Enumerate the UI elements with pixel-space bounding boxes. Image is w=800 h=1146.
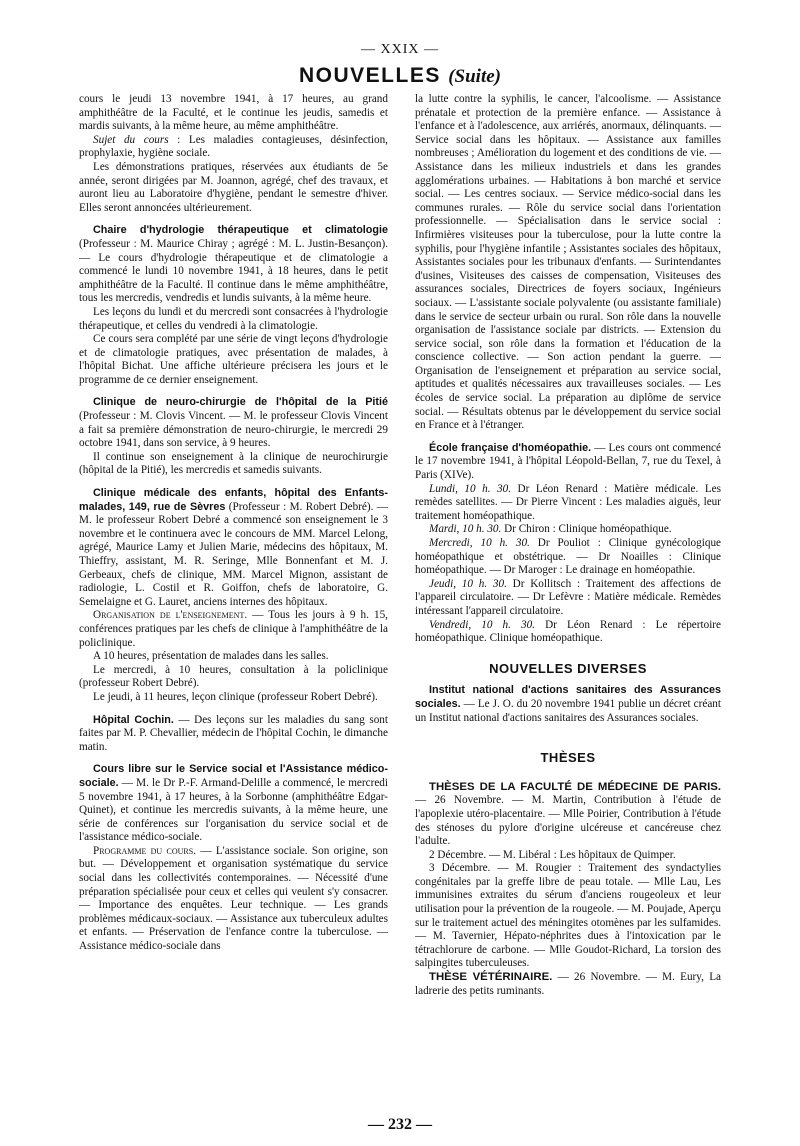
teaching-organisation [79,609,388,650]
page-title [0,64,800,88]
hydrology-item [79,224,388,306]
institut-heading: Institut national d'actions sanitaires des Assurances sociales. [415,684,721,710]
schedule-text: Dr Pouliot : Clinique gynécologique homéopathique et obstétrique. — Dr Noailles : Clinique homéopathique. — Dr Maroger : Le drainage en homéopathie. [415,537,721,577]
social-service-heading: Cours libre sur le Service social et l'Assistance médico-sociale. [79,763,388,789]
theses-dec-2: 2 Décembre. — M. Libéral : Les hôpitaux de Quimper. [429,848,676,861]
title-suffix: (Suite) [448,66,501,87]
homeopathy-body: — Les cours ont commencé le 17 novembre 1941, à l'hôpital Léopold-Bellan, 7, rue du Texel, à Paris (XIVe). [415,441,721,482]
neurosurgery-body: (Professeur : M. Clovis Vincent. — M. le professeur Clovis Vincent a fait sa première démonstration de neuro-chirurgie, le mercredi 29 octobre 1941, dans son service, à 9 heures. [79,410,388,450]
programme-continuation: la lutte contre la syphilis, le cancer, l'alcoolisme. — Assistance prénatale et protection de la première enfance. — Assistance à l'enfance et à l'adolescence, aux arriérés, anormaux, délinquants. — Service social dans les hôpitaux. — Assistance aux familles nombreuses ; Amélioration du logement et des conditions de vie. — Assistance dans les milieux industriels et dans les grandes agglomérations urbaines. — Habitations à bon marché et service social. — Les centres sociaux. — Service médico-social dans les communes rurales. — Rôle du service social dans l'orientation professionnelle. — Spécialisation dans le service social : Infirmières visiteuses pour la tuberculose, pour la lutte contre la syphilis, pour l'hygiène infantile ; Assistantes sociales des hôpitaux, Assistantes sociales pour les tribunaux d'enfants. — Surintendantes d'usines, Visiteuses des caisses de compensation, Visiteuses des assurances sociales, Directrices de foyers sociaux, Ingénieurs sociaux. — L'assistante sociale polyvalente (ou assistante familiale) dans le service de secteur urbain ou rural. Son rôle dans la nouvelle organisation de l'assistance sociale par districts. — Extension du service social, son rôle dans la formation et l'éducation de la conscience collective. — Son action pendant la guerre. — Organisation de l'enseignement et préparation au service social, aptitudes et qualités nécessaires aux travailleuses sociales. — Les écoles de service social. La préparation au diplôme de service social. — Résultats obtenus par le développement du service social en France et à l'étranger. [415,93,721,432]
hydrology-para-3: Ce cours sera complété par une série de vingt leçons d'hydrologie et de climatologie pratiques, avec présentation de malades, à l'hôpital Bichat. Une affiche ultérieure précisera les jours et le programme de ce dernier enseignement. [79,333,388,386]
teaching-para-3: Le mercredi, à 10 heures, consultation à la policlinique (professeur Robert Debré). [79,663,388,690]
neurosurgery-item [79,396,388,450]
teaching-organisation-label: Organisation de l'enseignement. [93,609,248,622]
homeopathy-item [415,442,721,483]
schedule-thursday [415,578,721,619]
neurosurgery-para-2: Il continue son enseignement à la clinique de neurochirurgie (hôpital de la Pitié), les mercredis et samedis suivants. [79,450,388,477]
page-number: — 232 — [368,1116,432,1133]
cochin-heading: Hôpital Cochin. [93,713,174,726]
theses-heading: THÈSES [540,750,596,766]
faculty-theses-body: — 26 Novembre. — M. Martin, Contribution à l'étude de l'apoplexie utéro-placentaire. — Mlle Poirier, Contribution à l'étude des sténoses du pylore d'origine ulcéreuse et cancéreuse chez l'adulte. [415,794,721,848]
course-programme-label: Programme du cours. [93,844,197,857]
schedule-text: Dr Chiron : Clinique homéopathique. [501,523,672,536]
teaching-organisation-body: — Tous les jours à 9 h. 15, conférences pratiques par les chefs de clinique à l'amphithéâtre de la policlinique. [79,609,388,649]
schedule-day: Vendredi, 10 h. 30. [429,618,535,631]
cochin-item [79,714,388,755]
cochin-body: — Des leçons sur les maladies du sang sont faites par M. P. Chevallier, médecin de l'hôpital Cochin, le dimanche matin. [79,713,388,753]
theses-dec-3: 3 Décembre. — M. Rougier : Traitement des syndactylies congénitales par la greffe libre de peau totale. — Mlle Lau, Les immunisines extraites du sérum d'anciens rougeoleux et leur utilisation pour la prévention de la rougeole. — M. Poujade, Aperçu sur le traitement actuel des méningites otomènes par les sulfamides. — M. Tavernier, Hépato-néphrites dues à l'intoxication par le tétrachlorure de carbone. — Mlle Goudot-Richard, La torsion des salpingites tuberculeuses. [415,862,721,970]
faculty-theses [415,781,721,849]
diverses-heading: NOUVELLES DIVERSES [489,660,647,676]
schedule-wednesday [415,537,721,578]
course-subject-label: Sujet du cours [93,133,169,146]
schedule-day: Mercredi, 10 h. 30. [429,537,530,549]
schedule-day: Jeudi, 10 h. 30. [429,577,507,590]
teaching-para-2: A 10 heures, présentation de malades dans les salles. [93,650,329,663]
course-subject [79,134,388,161]
social-service-body: — M. le Dr P.-F. Armand-Delille a commencé, le mercredi 5 novembre 1941, à 17 heures, à la Sorbonne (amphithéâtre Edgar-Quinet), et continue les mercredis suivants, à la même heure, une série de conférences sur l'organisation du service social et de l'assistance médico-sociale. [79,776,388,844]
schedule-friday [415,619,721,646]
schedule-text: Dr Léon Renard : Matière médicale. Les remèdes satellites. — Dr Pierre Vincent : Les maladies aiguës, leur traitement homéopathique. [415,482,721,522]
course-programme-body: — L'assistance sociale. Son origine, son but. — Développement et organisation systématique du service social dans les collectivités contemporaines. — Nécessité d'une préparation spécialisée pour ceux et celles qui veulent s'y consacrer. — Importance des enquêtes. Leur technique. — Les grands problèmes médicaux-sociaux. — Assistance aux tuberculeux adultes et enfants. — Préservation de l'enfance contre la tuberculose. — Assistance médico-sociale dans [79,844,388,953]
faculty-theses-heading: THÈSES DE LA FACULTÉ DE MÉDECINE DE PARIS. [429,780,721,793]
schedule-day: Mardi, 10 h. 30. [429,523,502,536]
veterinary-heading: THÈSE VÉTÉRINAIRE. [429,971,553,984]
social-service-item [79,763,388,845]
veterinary-body: — 26 Novembre. — M. Eury, La ladrerie des petits ruminants. [415,971,721,997]
children-clinic-heading: Clinique médicale des enfants, hôpital des Enfants-malades, 149, rue de Sèvres [79,487,388,513]
homeopathy-heading: École française d'homéopathie. [429,441,592,454]
veterinary-thesis [415,971,721,998]
course-subject-text: : Les maladies contagieuses, désinfection, prophylaxie, hygiène sociale. [79,133,388,160]
schedule-monday [415,483,721,524]
schedule-text: Dr Kollitsch : Traitement des affections de l'appareil circulatoire. — Dr Lefèvre : Matière médicale. Remèdes intéressant l'appareil circulatoire. [415,577,721,617]
children-clinic-item [79,487,388,609]
course-programme [79,845,388,954]
hydrology-para-2: Les leçons du lundi et du mercredi sont consacrées à l'hydrologie thérapeutique, et celles du vendredi à la climatologie. [79,305,388,332]
right-column [415,93,721,1088]
institut-item [415,684,721,725]
hydrology-body: (Professeur : M. Maurice Chiray ; agrégé : M. L. Justin-Besançon). — Le cours d'hydrologie thérapeutique et de climatologie a commencé le lundi 10 novembre 1941, à 18 heures, dans le petit amphithéâtre de la Faculté. Il continue dans le même amphithéâtre, tous les mercredis, vendredis et lundis suivants, à la même heure. [79,237,388,305]
left-column [79,93,388,1088]
course-demonstrations: Les démonstrations pratiques, réservées aux étudiants de 5e année, seront dirigées par M. Joannon, agrégé, chef des travaux, et auront lieu au Laboratoire d'hygiène, pendant le semestre d'hiver. Elles seront annoncées ultérieurement. [79,160,388,214]
folio-roman: — XXIX — [361,42,439,57]
schedule-text: Dr Léon Renard : Le répertoire homéopathique. Clinique homéopathique. [415,618,721,645]
children-clinic-body: (Professeur : M. Robert Debré). — M. le professeur Robert Debré a commencé son enseignement le 3 novembre et le continuera avec le concours de MM. Marcel Lelong, agrégé, Maurice Lamy et Julien Marie, médecins des hôpitaux, M. Thieffry, assistant, M. R. Seringe, Mlle Bonnenfant et M. J. Gerbeaux, chefs de clinique, MM. Marcel Mignon, assistant de radiologie, L. Costil et R. Goiffon, chefs de laboratoire, G. Semelaigne et G. Lauret, anciens internes des hôpitaux. [79,500,388,608]
institut-body: — Le J. O. du 20 novembre 1941 publie un décret créant un Institut national d'actions sanitaires des Assurances sociales. [415,697,721,724]
title-text: NOUVELLES [299,64,441,87]
neurosurgery-heading: Clinique de neuro-chirurgie de l'hôpital de la Pitié [93,396,388,409]
schedule-day: Lundi, 10 h. 30. [429,482,512,495]
course-continuation: cours le jeudi 13 novembre 1941, à 17 heures, au grand amphithéâtre de la Faculté, et le continue les jeudis, samedis et mardis suivants, à la même heure, au même amphithéâtre. [79,93,388,133]
hydrology-heading: Chaire d'hydrologie thérapeutique et climatologie [93,224,388,237]
teaching-para-4: Le jeudi, à 11 heures, leçon clinique (professeur Robert Debré). [93,690,378,703]
schedule-tuesday [415,523,721,537]
